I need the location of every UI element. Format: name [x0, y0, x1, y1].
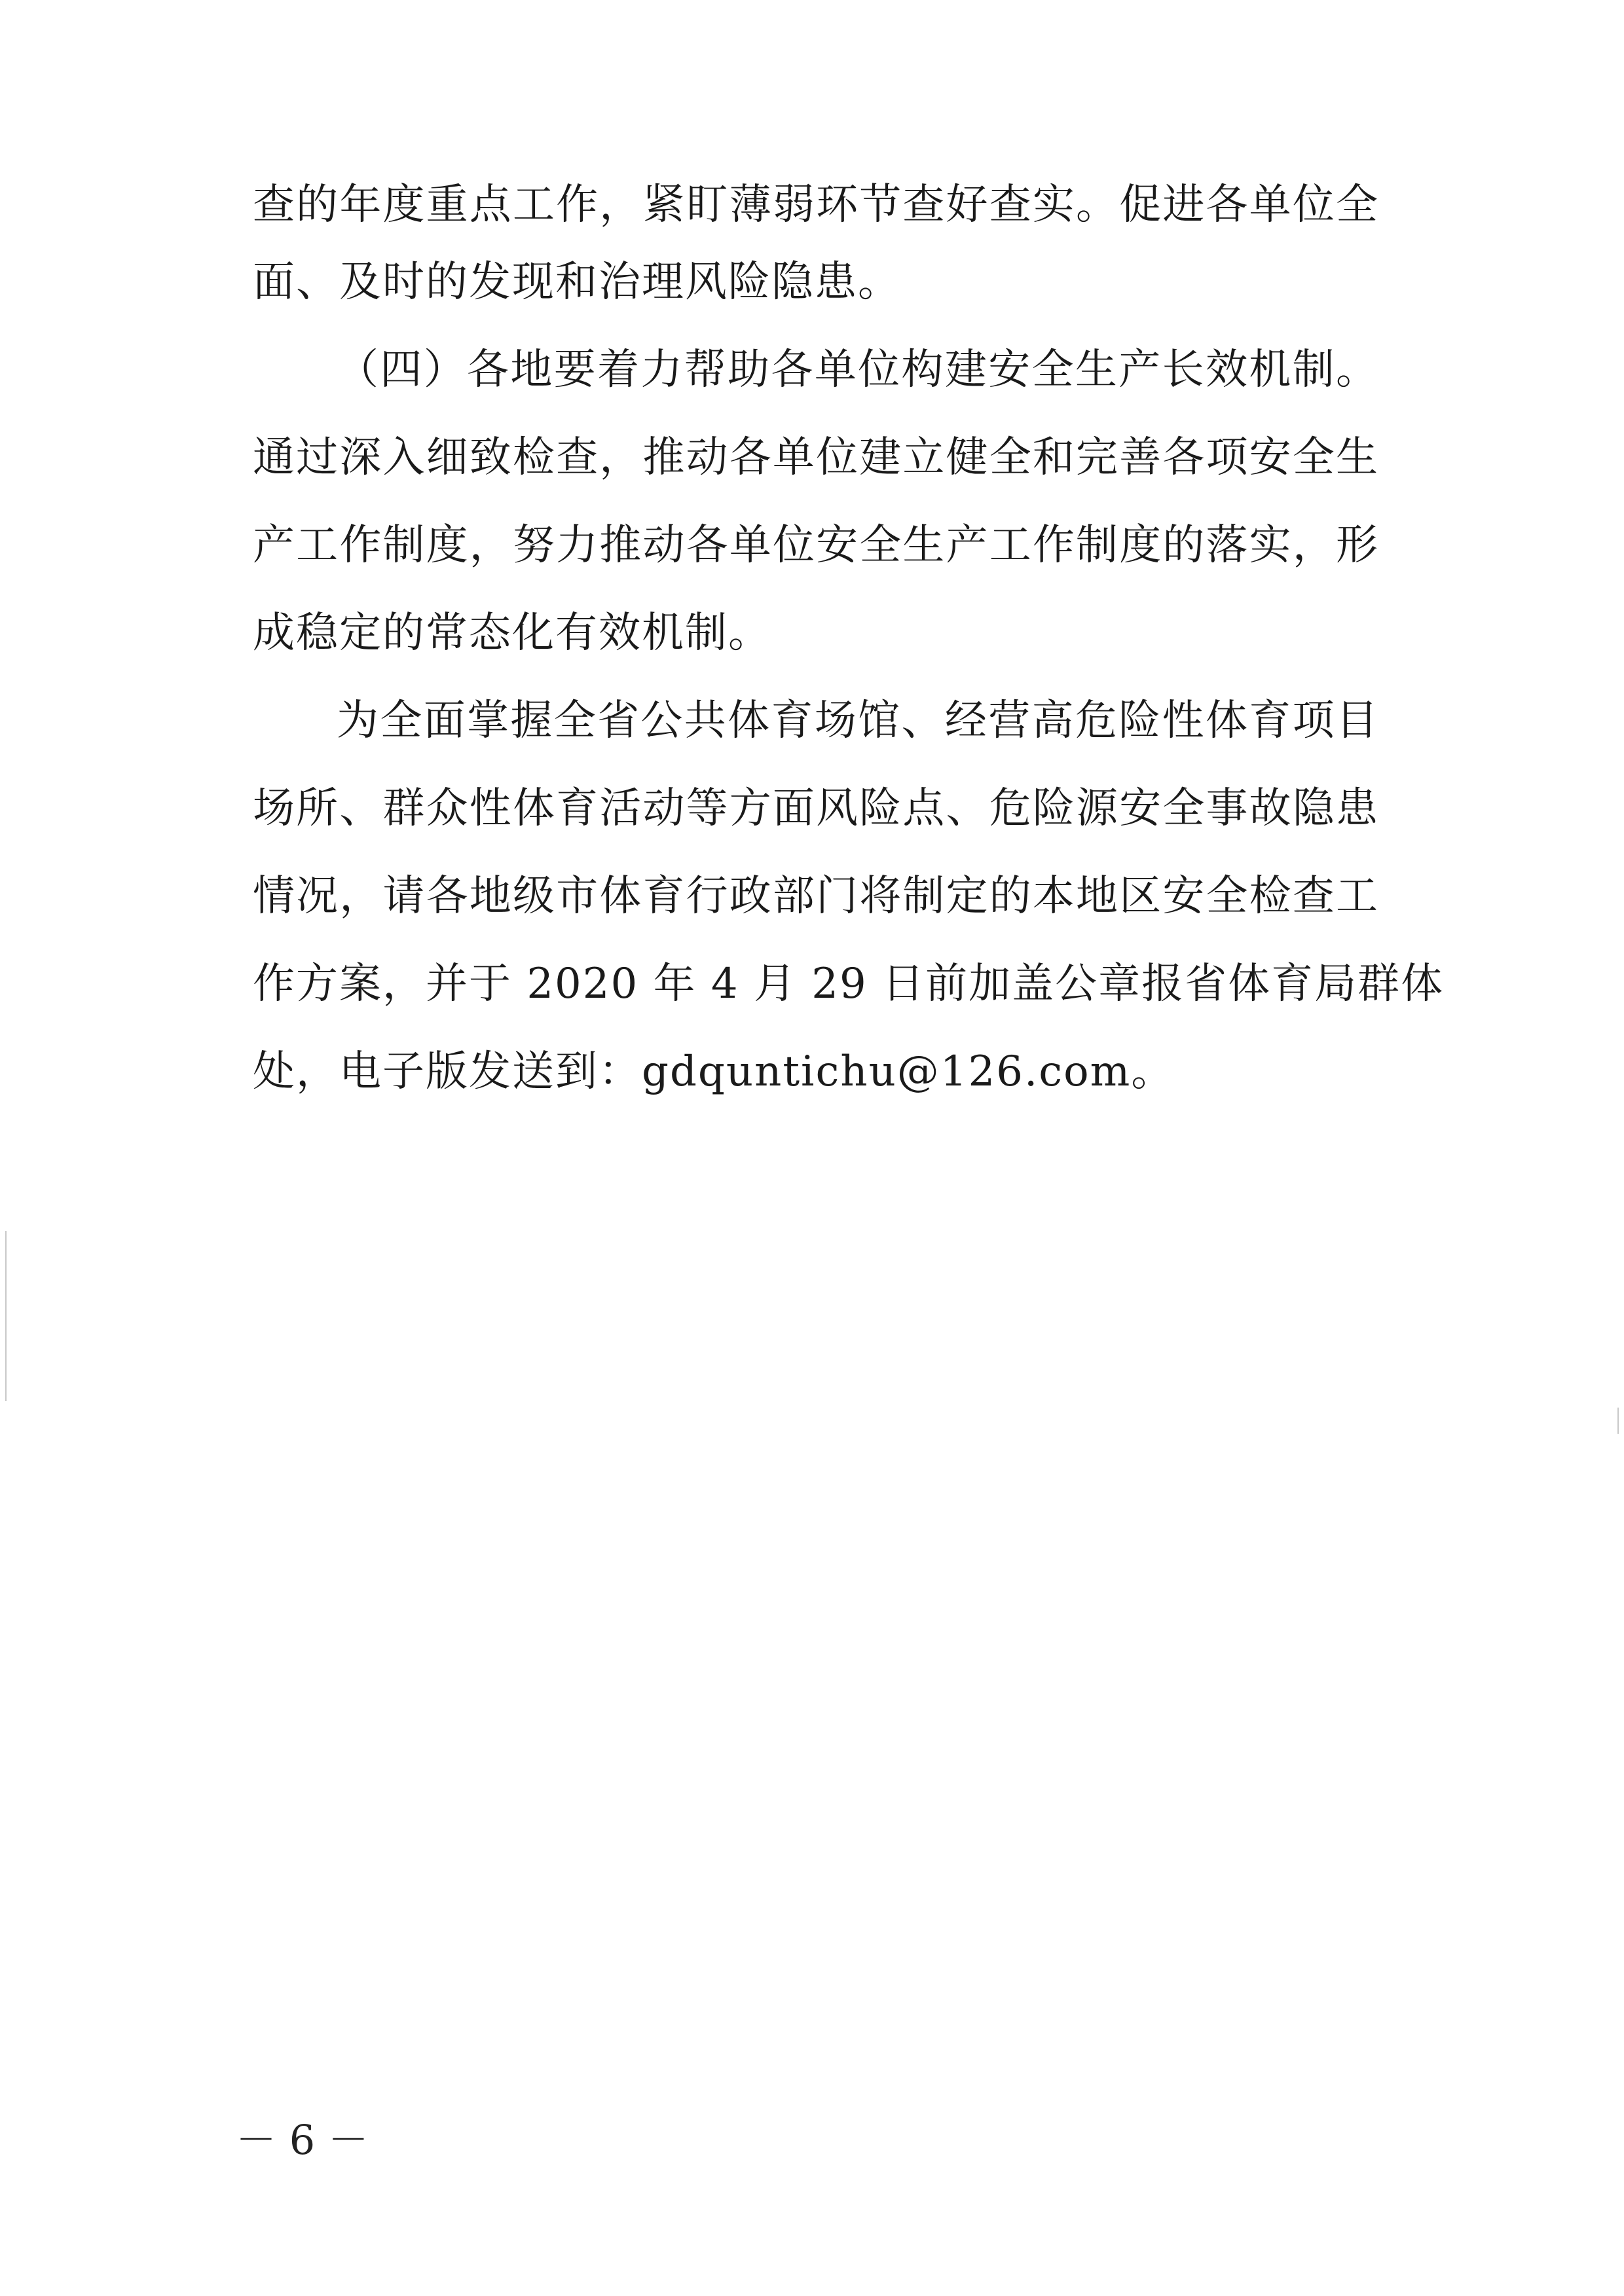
- paragraph-line: 情况，请各地级市体育行政部门将制定的本地区安全检查工: [253, 872, 1379, 920]
- paragraph-line: 通过深入细致检查，推动各单位建立健全和完善各项安全生: [253, 433, 1379, 482]
- paragraph-line: 产工作制度，努力推动各单位安全生产工作制度的落实，形: [253, 521, 1379, 570]
- paragraph-line: 作方案，并于 2020 年 4 月 29 日前加盖公章报省体育局群体: [253, 960, 1445, 1008]
- paragraph-line: 场所、群众性体育活动等方面风险点、危险源安全事故隐患: [253, 784, 1379, 833]
- scan-edge-mark: [5, 1231, 7, 1401]
- paragraph-line: 面、及时的发现和治理风险隐患。: [253, 258, 901, 306]
- paragraph-line: （四）各地要着力帮助各单位构建安全生产长效机制。: [337, 346, 1379, 394]
- paragraph-line: 处，电子版发送到：gdquntichu@126.com。: [253, 1048, 1175, 1096]
- paragraph-line: 查的年度重点工作，紧盯薄弱环节查好查实。促进各单位全: [253, 181, 1379, 229]
- paragraph-line: 为全面掌握全省公共体育场馆、经营高危险性体育项目: [337, 697, 1379, 745]
- paragraph-line: 成稳定的常态化有效机制。: [253, 609, 771, 657]
- page-number: － 6 －: [236, 2116, 369, 2164]
- scan-edge-mark: [1617, 1408, 1619, 1434]
